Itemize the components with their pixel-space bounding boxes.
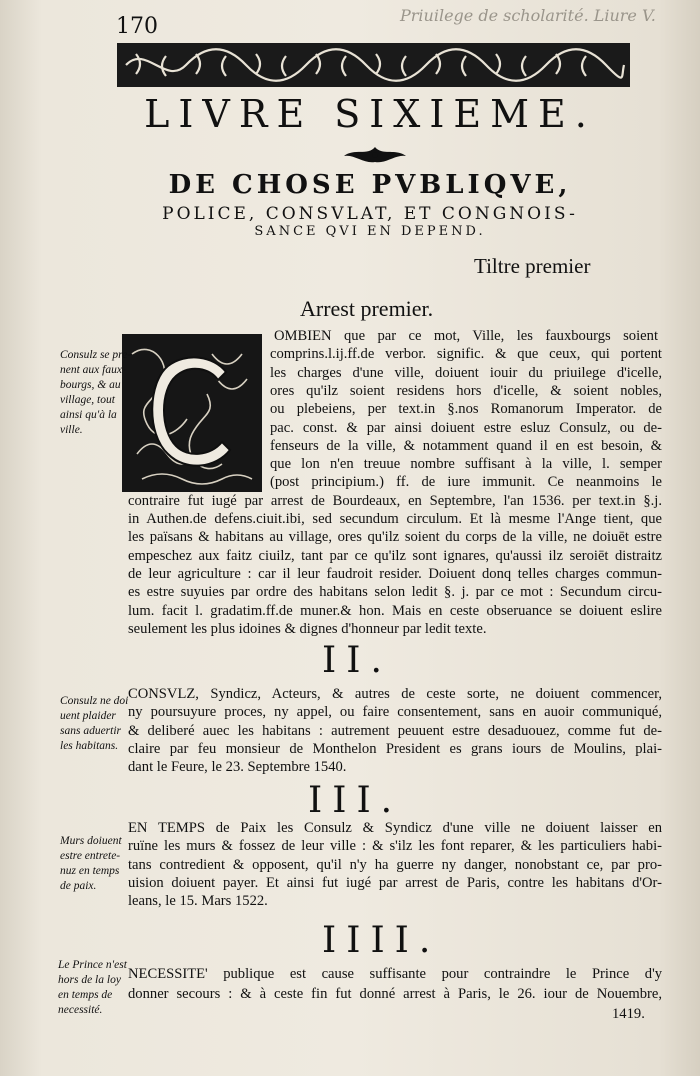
- text-line: ruïne les murs & fossez de leur ville : & s'ilz les font reparer, & les particuliers habi-: [128, 838, 662, 855]
- page-number: 170: [116, 14, 158, 39]
- text-line: EN TEMPS de Paix les Consulz & Syndicz d'une ville ne doiuent laisser en: [128, 820, 662, 836]
- margin-line: necessité.: [58, 1004, 103, 1016]
- text-line: les païsans & habitans au village, ores qu'ilz soient du corps de la ville, ne doiuēt estre: [128, 529, 662, 546]
- text-line: (post principium.) ff. de iure immunit. Ce neanmoins le: [270, 474, 662, 491]
- text-line: lum. facit l. gradatim.ff.de muner.& hon. Mais en ceste obseruance se doiuent eslire: [128, 602, 662, 619]
- fleuron-ornament: [340, 144, 410, 166]
- margin-line: nuz en temps: [60, 865, 120, 877]
- text-line: es estre suyuies par ordre des habitans selon ledit §. j. par ce mot : Secundum circu-: [128, 584, 662, 601]
- text-line: in Authen.de defens.ciuit.ibi, sed secundum circulum. Et là mesme l'Ange tient, que: [128, 511, 662, 527]
- margin-line: Le Prince n'est: [58, 959, 127, 971]
- text-line: que lon n'en treuue nombre suffisant à la ville, l. semper: [270, 456, 662, 473]
- margin-line: hors de la loy: [58, 974, 121, 986]
- numeral-3: III.: [308, 780, 403, 821]
- arrest-heading: Arrest premier.: [300, 296, 434, 321]
- margin-line: ainsi qu'à la: [60, 409, 117, 421]
- text-line: seulement les plus idoines & dignes d'honneur par ledit texte.: [128, 620, 487, 637]
- text-line: claire par feu monsieur de Monthelon President es grans iours de Moulins, plai-: [128, 740, 662, 757]
- margin-line: en temps de: [58, 989, 113, 1001]
- ornamental-border: [116, 42, 631, 88]
- section-title: DE CHOSE PVBLIQVE,: [168, 170, 572, 200]
- margin-line: Consulz se pre-: [60, 349, 132, 361]
- margin-line: ville.: [60, 424, 83, 436]
- text-line: 1419.: [612, 1006, 645, 1022]
- margin-line: les habitans.: [60, 740, 119, 752]
- margin-line: Consulz ne doi: [60, 695, 129, 707]
- text-line: pac. const. & par ainsi doiuent estre esluz Consulz, ou de-: [270, 419, 662, 436]
- text-line: tans contredient & opposent, qu'il n'y ha guerre ny danger, nonobstant ce, par pro-: [128, 856, 662, 873]
- text-line: de leur agriculture : car il leur faudroit resider. Doiuent donq telles charges commun-: [128, 565, 662, 582]
- margin-line: uent plaider: [60, 710, 116, 722]
- margin-line: nent aux faux-: [60, 364, 126, 376]
- text-line: NECESSITE' publique est cause suffisante pour contraindre le Prince d'y: [128, 966, 662, 982]
- text-line: & deliberé auec les habitans : autrement peuuent estre desaduouez, comme fut de-: [128, 722, 662, 739]
- text-line: leans, le 15. Mars 1522.: [128, 893, 268, 910]
- margin-line: bourgs, & au: [60, 379, 121, 391]
- margin-line: estre entrete-: [60, 850, 121, 862]
- text-line: CONSVLZ, Syndicz, Acteurs, & autres de ceste sorte, ne doiuent commencer,: [128, 686, 662, 702]
- decorated-initial-c-icon: [122, 334, 262, 492]
- text-line: OMBIEN que par ce mot, Ville, les fauxbourgs soient: [274, 328, 658, 344]
- text-line: dant le Feure, le 23. Septembre 1540.: [128, 759, 347, 776]
- titre-heading: Tiltre premier: [474, 254, 591, 278]
- text-line: fenseurs de la ville, & notamment quand il en est besoin, &: [270, 437, 662, 454]
- text-line: ny poursuyure proces, ny appel, ou faire consentement, sans en auoir communiqué,: [128, 704, 662, 721]
- numeral-4: IIII.: [322, 920, 441, 961]
- section-subtitle: POLICE, CONSVLAT, ET CONGNOIS-: [162, 204, 578, 224]
- text-line: contraire fut iugé par arrest de Bourdeaux, en Septembre, l'an 1536. per text.in §.j.: [128, 492, 662, 509]
- margin-line: sans aduertir: [60, 725, 122, 737]
- section-subtitle-2: SANCE QVI EN DEPEND.: [254, 224, 486, 239]
- margin-line: de paix.: [60, 880, 97, 892]
- text-line: ores qu'ilz soient residens hors d'icelle, & soient nobles,: [270, 382, 662, 399]
- text-line: empeschez aux faitz ciuilz, tant par ce qu'ilz sont ignares, qu'aussi ilz seroiēt distraitz: [128, 547, 662, 564]
- text-line: donner secours : & à ceste fin fut donné arrest à Paris, le 26. iour de Nouembre,: [128, 986, 662, 1002]
- margin-line: village, tout: [60, 394, 115, 406]
- margin-line: Murs doiuent: [60, 835, 122, 847]
- text-line: comprins.l.ij.ff.de verbor. signific. & que ceux, qui portent: [270, 346, 662, 363]
- book-title: LIVRE SIXIEME.: [144, 92, 596, 136]
- numeral-2: II.: [322, 640, 392, 681]
- text-line: ou plebeiens, per text.in §.nos Romanorum Imperator. de: [270, 401, 662, 418]
- text-line: les charges d'une ville, doiuent iouir du priuilege d'icelle,: [270, 364, 662, 381]
- running-head: Priuilege de scholarité. Liure V.: [400, 6, 656, 25]
- text-line: uision doiuent payer. Et ainsi fut iugé par arrest de Paris, contre les habitans d'Or-: [128, 874, 662, 891]
